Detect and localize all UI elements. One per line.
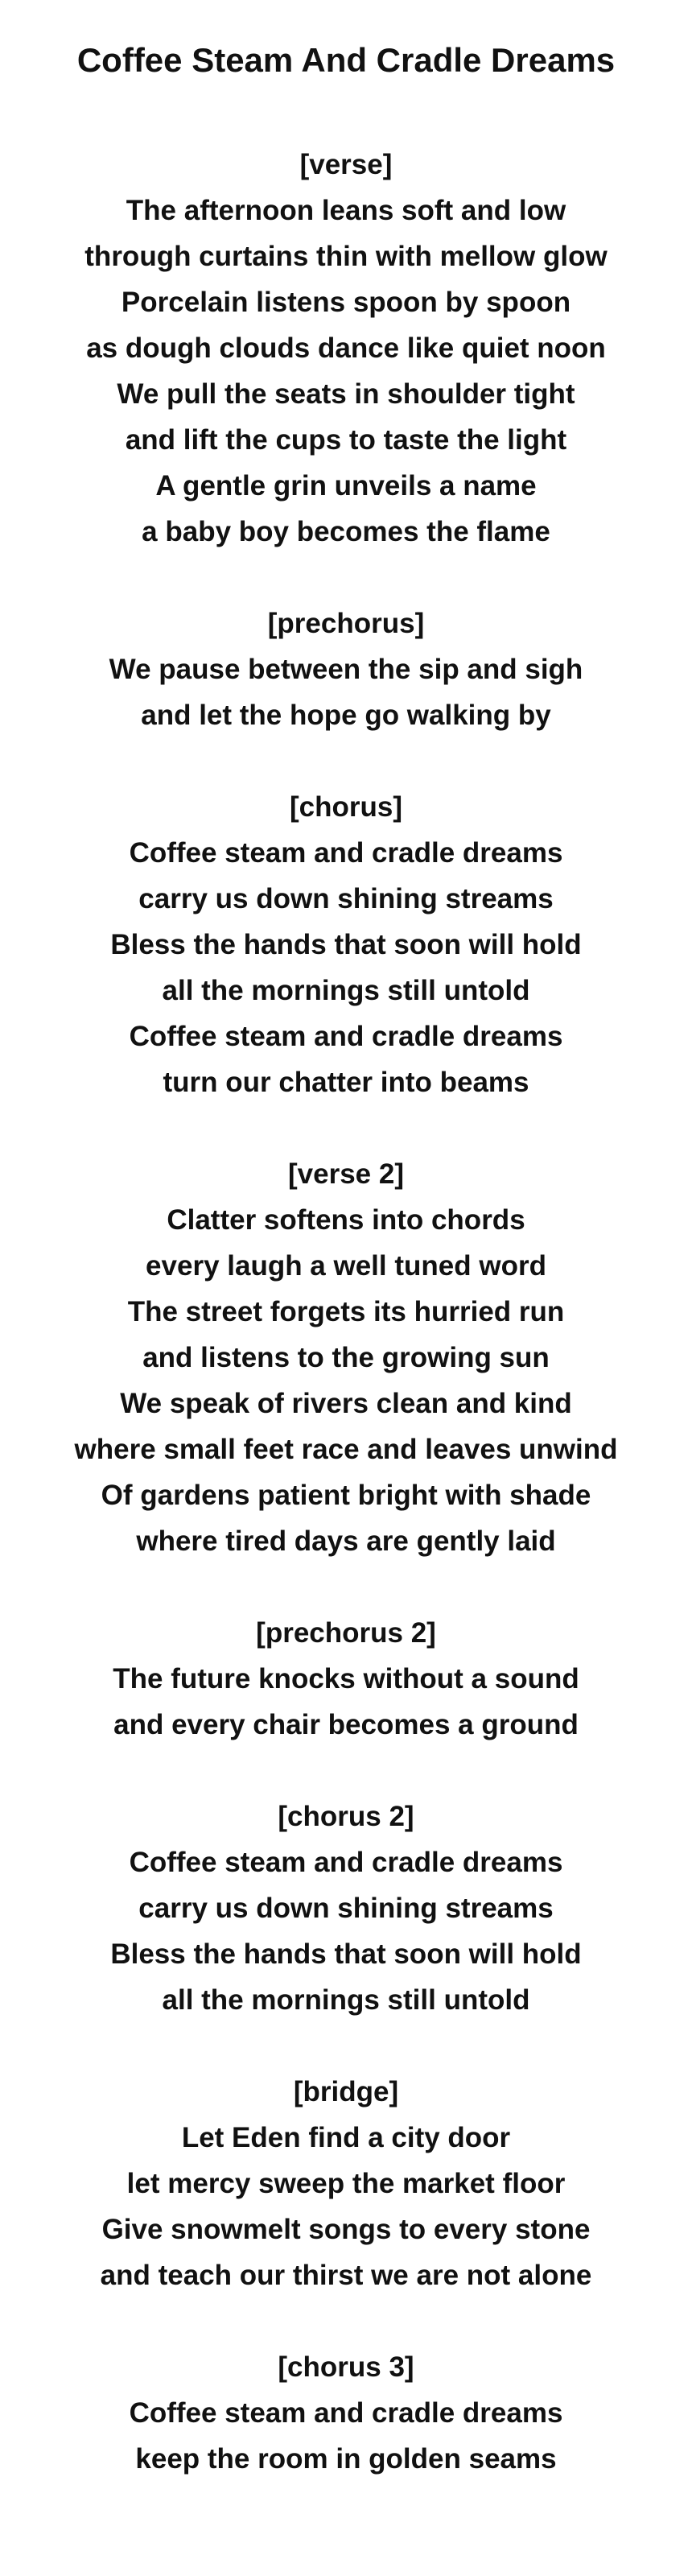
lyric-section [0,784,692,1105]
section-label: [chorus] [290,791,402,823]
lyric-line: where small feet race and leaves unwind [74,1434,618,1465]
section-label: [prechorus] [267,608,425,639]
lyric-line: The street forgets its hurried run [127,1296,565,1327]
lyric-section [0,1794,692,2023]
lyrics-body [0,142,692,2482]
section-label: [chorus 3] [278,2351,414,2383]
lyric-line: Coffee steam and cradle dreams [129,2397,563,2429]
lyric-line: Porcelain listens spoon by spoon [121,287,571,318]
lyric-line: and teach our thirst we are not alone [100,2260,592,2291]
lyric-line: and every chair becomes a ground [113,1709,579,1740]
lyric-line: Let Eden find a city door [181,2122,511,2153]
lyric-line: Coffee steam and cradle dreams [129,1021,563,1052]
lyric-line: all the mornings still untold [162,975,530,1006]
lyric-line: and let the hope go walking by [141,700,551,731]
song-title: Coffee Steam And Cradle Dreams [76,41,616,79]
lyric-line: We pull the seats in shoulder tight [117,378,575,410]
section-label: [verse 2] [288,1158,404,1190]
lyric-section [0,2344,692,2482]
lyric-line: a baby boy becomes the flame [142,516,550,547]
lyric-line: through curtains thin with mellow glow [84,241,608,272]
lyric-line: Bless the hands that soon will hold [110,929,582,960]
lyric-line: all the mornings still untold [162,1984,530,2016]
lyric-line: Coffee steam and cradle dreams [129,837,563,869]
lyric-line: turn our chatter into beams [163,1067,529,1098]
lyric-line: Give snowmelt songs to every stone [101,2214,591,2245]
lyric-section [0,1151,692,1564]
lyric-line: let mercy sweep the market floor [126,2168,566,2199]
lyric-line: The afternoon leans soft and low [126,195,566,226]
lyric-line: and lift the cups to taste the light [125,424,567,456]
lyric-line: We pause between the sip and sigh [109,654,583,685]
lyric-line: A gentle grin unveils a name [155,470,537,502]
lyric-line: keep the room in golden seams [135,2443,557,2475]
lyric-line: every laugh a well tuned word [146,1250,546,1282]
lyric-line: as dough clouds dance like quiet noon [86,332,606,364]
section-label: [chorus 2] [278,1801,414,1832]
lyric-section [0,1610,692,1748]
section-label: [prechorus 2] [256,1617,436,1649]
lyric-line: where tired days are gently laid [136,1525,556,1557]
lyric-line: We speak of rivers clean and kind [120,1388,572,1419]
lyric-line: The future knocks without a sound [113,1663,579,1695]
lyric-line: carry us down shining streams [138,1893,554,1924]
lyric-line: Bless the hands that soon will hold [110,1938,582,1970]
lyric-line: and listens to the growing sun [142,1342,550,1373]
section-label: [bridge] [293,2076,399,2107]
lyric-section [0,2069,692,2298]
lyric-line: carry us down shining streams [138,883,554,914]
lyric-section [0,601,692,738]
section-label: [verse] [299,149,393,180]
lyric-line: Coffee steam and cradle dreams [129,1847,563,1878]
lyric-line: Of gardens patient bright with shade [101,1480,591,1511]
lyric-section [0,142,692,555]
lyric-line: Clatter softens into chords [167,1204,525,1236]
